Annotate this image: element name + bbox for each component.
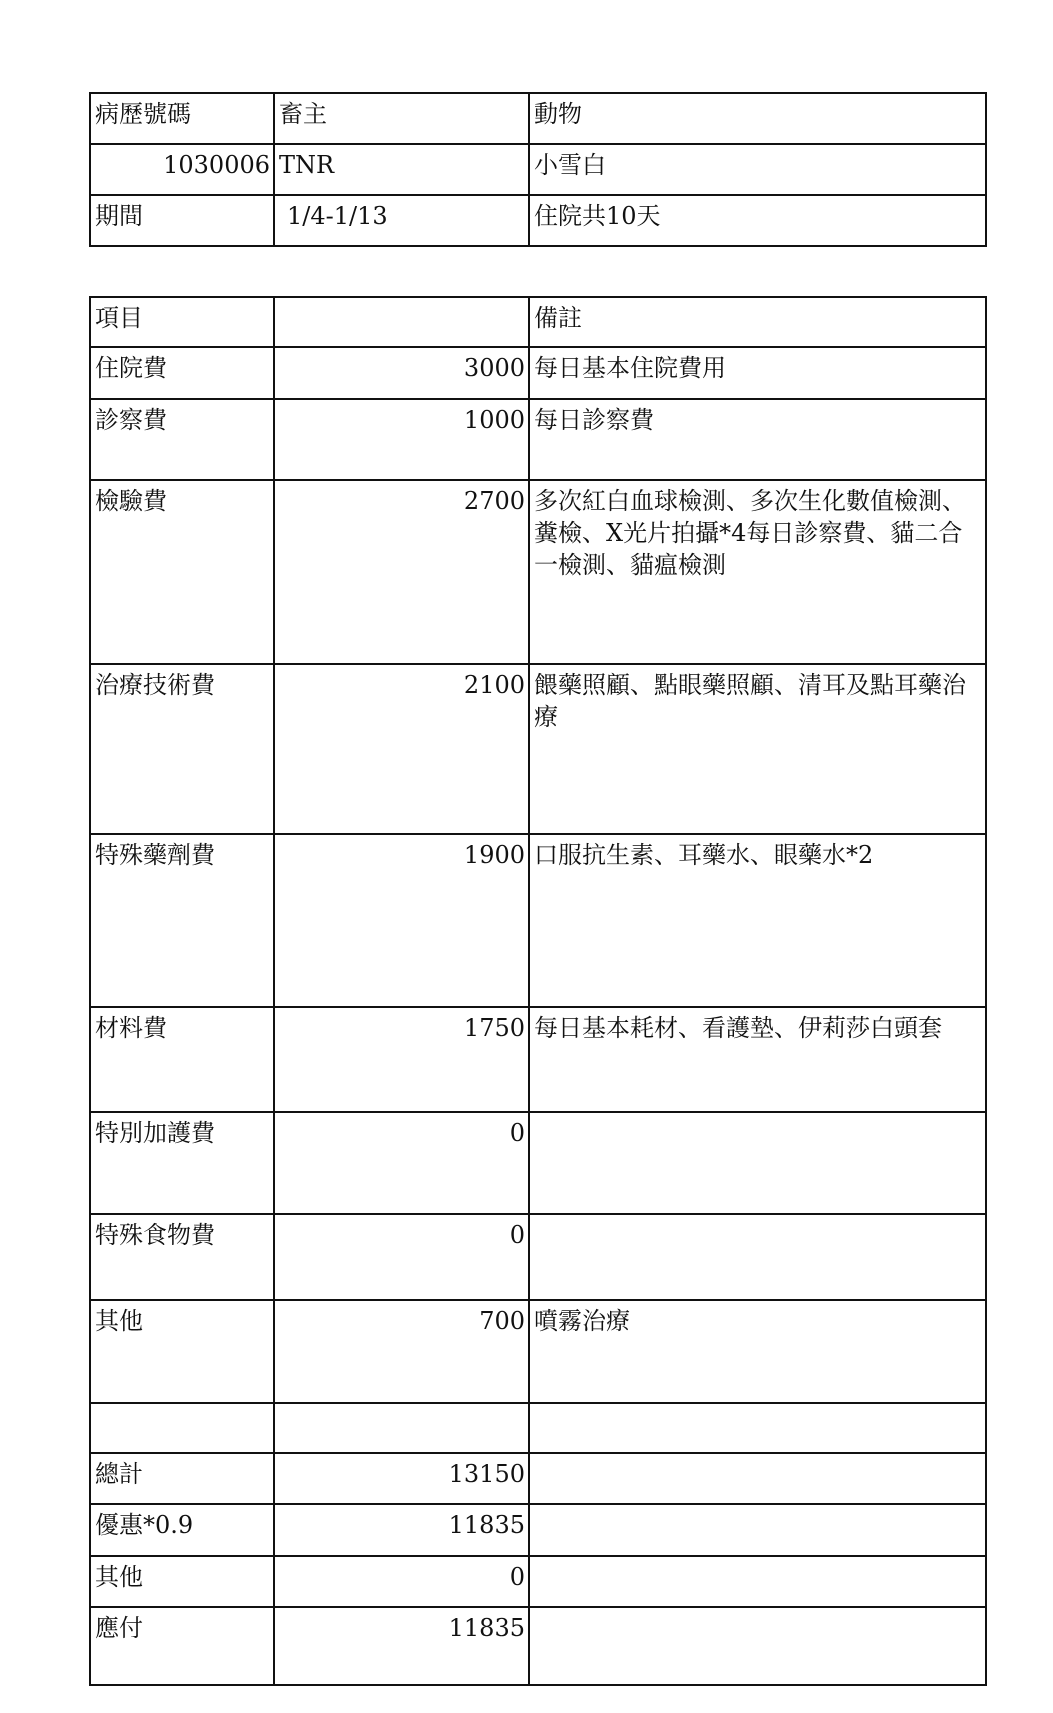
summary-row-payable: [90, 1607, 986, 1685]
info-data-row: [90, 144, 986, 195]
fee-amount: 1750: [274, 1007, 529, 1112]
fee-amount: 3000: [274, 347, 529, 399]
fee-amount: 1000: [274, 399, 529, 480]
info-header-row: [90, 93, 986, 144]
owner-value: TNR: [274, 144, 529, 195]
summary-item: 總計: [90, 1453, 274, 1504]
patient-info-table: [89, 92, 987, 247]
record-number-value: 1030006: [90, 144, 274, 195]
fee-item: 檢驗費: [90, 480, 274, 664]
fee-amount: 1900: [274, 834, 529, 1007]
summary-row-other: [90, 1556, 986, 1607]
fee-row: [90, 1214, 986, 1300]
fee-row: [90, 399, 986, 480]
fee-remark: 多次紅白血球檢測、多次生化數值檢測、糞檢、X光片拍攝*4每日診察費、貓二合一檢測、貓瘟檢測: [529, 480, 986, 664]
amount-header: [274, 297, 529, 347]
fee-row-blank: [90, 1403, 986, 1453]
fee-item: 特殊藥劑費: [90, 834, 274, 1007]
fee-item: 特殊食物費: [90, 1214, 274, 1300]
fee-item: 特別加護費: [90, 1112, 274, 1214]
summary-item: 其他: [90, 1556, 274, 1607]
fee-remark: [529, 1214, 986, 1300]
fee-remark: 每日診察費: [529, 399, 986, 480]
summary-row-discount: [90, 1504, 986, 1556]
period-dates: 1/4-1/13: [274, 195, 529, 246]
summary-item: 應付: [90, 1607, 274, 1685]
summary-amount: 11835: [274, 1504, 529, 1556]
fee-table: [89, 296, 987, 1686]
fee-remark: 口服抗生素、耳藥水、眼藥水*2: [529, 834, 986, 1007]
summary-amount: 13150: [274, 1453, 529, 1504]
fee-amount: 2700: [274, 480, 529, 664]
fee-amount: 2100: [274, 664, 529, 834]
stay-duration: 住院共10天: [529, 195, 986, 246]
fee-item: 診察費: [90, 399, 274, 480]
summary-remark: [529, 1607, 986, 1685]
record-number-header: 病歷號碼: [90, 93, 274, 144]
summary-amount: 11835: [274, 1607, 529, 1685]
fee-row: [90, 480, 986, 664]
fee-item: 材料費: [90, 1007, 274, 1112]
fee-remark: [529, 1403, 986, 1453]
fee-amount: 700: [274, 1300, 529, 1403]
fee-header-row: [90, 297, 986, 347]
animal-value: 小雪白: [529, 144, 986, 195]
animal-header: 動物: [529, 93, 986, 144]
fee-item: 其他: [90, 1300, 274, 1403]
fee-item: 住院費: [90, 347, 274, 399]
fee-remark: 每日基本耗材、看護墊、伊莉莎白頭套: [529, 1007, 986, 1112]
item-header: 項目: [90, 297, 274, 347]
summary-remark: [529, 1453, 986, 1504]
fee-remark: [529, 1112, 986, 1214]
summary-amount: 0: [274, 1556, 529, 1607]
fee-row: [90, 1112, 986, 1214]
fee-remark: 每日基本住院費用: [529, 347, 986, 399]
fee-amount: [274, 1403, 529, 1453]
fee-row: [90, 1007, 986, 1112]
period-label: 期間: [90, 195, 274, 246]
summary-item: 優惠*0.9: [90, 1504, 274, 1556]
owner-header: 畜主: [274, 93, 529, 144]
fee-amount: 0: [274, 1214, 529, 1300]
summary-remark: [529, 1556, 986, 1607]
summary-row-total: [90, 1453, 986, 1504]
fee-remark: 噴霧治療: [529, 1300, 986, 1403]
fee-item: 治療技術費: [90, 664, 274, 834]
info-period-row: [90, 195, 986, 246]
fee-row: [90, 664, 986, 834]
fee-item: [90, 1403, 274, 1453]
fee-row: [90, 347, 986, 399]
fee-row: [90, 1300, 986, 1403]
fee-amount: 0: [274, 1112, 529, 1214]
fee-remark: 餵藥照顧、點眼藥照顧、清耳及點耳藥治療: [529, 664, 986, 834]
fee-row: [90, 834, 986, 1007]
remark-header: 備註: [529, 297, 986, 347]
summary-remark: [529, 1504, 986, 1556]
